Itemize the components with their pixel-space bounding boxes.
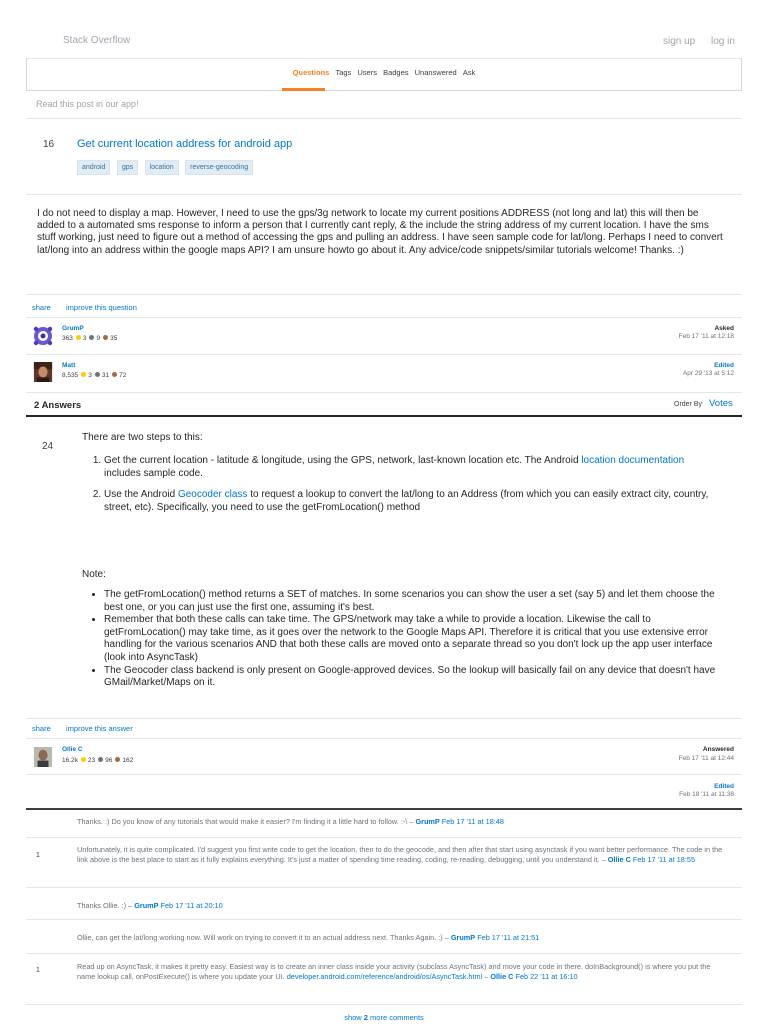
divider — [26, 953, 742, 954]
editor-name-link[interactable]: Matt — [62, 362, 76, 369]
divider — [26, 317, 742, 318]
location-documentation-link[interactable]: location documentation — [581, 455, 685, 466]
comment-dash: – — [482, 972, 491, 981]
answered-label: Answered — [702, 746, 734, 753]
bronze-count: 162 — [122, 757, 134, 764]
bronze-count: 72 — [119, 372, 127, 379]
comment-date-link[interactable]: Feb 17 '11 at 18:55 — [632, 855, 696, 864]
silver-count: 31 — [101, 372, 110, 379]
silver-count: 96 — [105, 757, 113, 764]
comment-user-link[interactable]: GrumP — [450, 933, 476, 942]
step-text: includes sample code. — [104, 468, 203, 479]
question-vote-count: 16 — [43, 139, 55, 150]
rep-score: 16.2k — [62, 757, 78, 764]
asked-time: Feb 17 '11 at 12:18 — [678, 333, 734, 340]
bronze-badge-icon — [112, 372, 117, 377]
identicon-avatar-icon[interactable] — [33, 326, 53, 346]
comment — [77, 817, 727, 827]
show-more-comments-link[interactable] — [0, 1013, 768, 1022]
site-name-link[interactable]: Stack Overflow — [63, 35, 131, 46]
log-in-link[interactable]: log in — [711, 36, 735, 47]
order-by-label: Order By — [674, 401, 703, 408]
answer-steps — [82, 454, 722, 522]
gold-badge-icon — [76, 335, 81, 340]
asker-name-link[interactable]: GrumP — [62, 325, 84, 332]
divider — [26, 1004, 742, 1005]
comment-user-link[interactable]: GrumP — [134, 901, 159, 910]
silver-badge-icon — [89, 335, 94, 340]
divider — [26, 837, 742, 838]
divider — [26, 294, 742, 295]
nav-ask[interactable]: Ask — [462, 68, 476, 77]
rep-score: 8,535 — [62, 372, 79, 379]
divider — [26, 718, 742, 719]
tag-location[interactable]: location — [145, 160, 179, 175]
list-item — [104, 488, 722, 514]
gold-badge-icon — [81, 757, 86, 762]
divider — [26, 354, 742, 355]
answer-edited-time: Feb 18 '11 at 11:38 — [679, 791, 734, 798]
comment-date-link[interactable]: Feb 22 '11 at 16:10 — [515, 972, 578, 981]
asynctask-docs-link[interactable]: developer.android.com/reference/android/os/AsyncTask.html — [286, 972, 483, 981]
comment-text: Thanks. :) Do you know of any tutorials that would make it easier? I'm finding it a little hard to follow. :-\ – — [77, 817, 416, 826]
comment — [77, 962, 727, 982]
edited-label[interactable]: Edited — [714, 362, 734, 369]
comment — [77, 845, 727, 865]
tag-reverse-geocoding[interactable]: reverse-geocoding — [185, 160, 253, 175]
comment-user-link[interactable]: GrumP — [415, 817, 440, 826]
comment-text: Thanks Ollie. :) – — [77, 901, 135, 910]
list-item: • The getFromLocation() method returns a SET of matches. In some scenarios you can show the user a set (say 5) and let them choose the best one, or you can just use the first one, assuming it's best. — [104, 589, 722, 614]
improve-answer-link[interactable]: improve this answer — [66, 724, 133, 733]
bronze-badge-icon — [103, 335, 108, 340]
step-text: to request a lookup to convert the lat/long to an Address (from which you can easily extract city, country, street, etc). Specifically, you need to use the getFromLocation() method — [104, 489, 709, 513]
tag-gps[interactable]: gps — [117, 160, 138, 175]
nav-badges[interactable]: Badges — [383, 68, 409, 77]
comment-user-link[interactable]: Ollie C — [607, 855, 631, 864]
asked-label: Asked — [714, 325, 734, 332]
nav-questions[interactable]: Questions — [292, 68, 330, 77]
comment-date-link[interactable]: Feb 17 '11 at 20:10 — [160, 901, 223, 910]
bronze-count: 35 — [110, 335, 118, 342]
list-item — [104, 454, 722, 480]
main-nav — [0, 68, 768, 77]
comment-text: Unfortunately, it is quite complicated. I'd suggest you first write code to get the location, then to do the geocode, and then after that start using asynctask if you want better performance. The code in the link above is the best place to start as it fully explains everything. It's just a matter of spending time reading, coding, re-reading, debugging, until you understand it. – — [77, 845, 723, 864]
divider — [26, 118, 742, 119]
gold-badge-icon — [81, 372, 86, 377]
comment-text: Read up on AsyncTask, it makes it pretty easy. Easiest way is to create an inner class inside your activity (subclass AsyncTask) and move your code in there. doInBackground() is where you put the name lookup call, onPostExecute() is where you update your UI. — [77, 962, 711, 981]
answerer-reputation — [62, 757, 133, 764]
answers-count: 2 Answers — [34, 400, 82, 411]
answers-divider — [26, 415, 742, 417]
answer-notes — [82, 589, 722, 690]
nav-tags[interactable]: Tags — [335, 68, 352, 77]
silver-badge-icon — [98, 757, 103, 762]
answered-time: Feb 17 '11 at 12:44 — [678, 755, 734, 762]
gold-count: 3 — [88, 372, 92, 379]
nav-unanswered[interactable]: Unanswered — [414, 68, 457, 77]
divider — [26, 738, 742, 739]
comment-user-link[interactable]: Ollie C — [490, 972, 514, 981]
divider — [26, 919, 742, 920]
photo-avatar-icon[interactable] — [33, 362, 53, 382]
rep-score: 363 — [62, 335, 73, 342]
show-more-count: 2 — [363, 1013, 368, 1022]
geocoder-class-link[interactable]: Geocoder class — [177, 489, 248, 500]
editor-reputation — [62, 372, 126, 379]
divider — [26, 392, 742, 393]
tag-list — [77, 156, 255, 175]
list-item: • The Geocoder class backend is only present on Google-approved devices. So the lookup will basically fail on any device that doesn't have GMail/Market/Maps on it. — [104, 665, 722, 690]
divider — [26, 887, 742, 888]
sign-up-link[interactable]: sign up — [663, 36, 696, 47]
nav-active-indicator — [282, 88, 325, 91]
step-text: Use the Android — [104, 489, 178, 500]
question-body: I do not need to display a map. However, I need to use the gps/3g network to locate my current positions ADDRESS (not long and lat) this will then be added to a automated sms response to inform a person that I currently cant reply, & the include the string address of my current location. I have the sms stuff working, just need to figure out a method of accessing the gps and pulling an address. I have seen sample code for lat/long. Perhaps I need to convert lat/long into an address within the google maps API? I am unsure howto go about it. Any advice/code snippets/similar tutorials welcome! Thanks. :) — [37, 208, 723, 256]
silver-count: 9 — [96, 335, 101, 342]
answerer-name-link[interactable]: Ollie C — [62, 746, 83, 753]
silver-badge-icon — [95, 372, 100, 377]
share-answer-link[interactable]: share — [32, 724, 51, 733]
list-item: • Remember that both these calls can take time. The GPS/network may take a while to provide a location. Likewise the call to getFromLocation() may take time, as it goes over the network to the Google Maps API. Therefore it is critical that you use extensive error handling for the various scenarios AND that both these calls are moved onto a separate thread so you don't lock up the app user interface (look into AsyncTask) — [104, 614, 722, 664]
comment — [77, 901, 727, 911]
comment-date-link[interactable]: Feb 17 '11 at 18:48 — [441, 817, 504, 826]
share-question-link[interactable]: share — [32, 303, 51, 312]
bronze-badge-icon — [115, 757, 120, 762]
show-more-prefix: show — [344, 1013, 364, 1022]
gold-count: 3 — [82, 335, 87, 342]
comment-text: Ollie, can get the lat/long working now. Will work on trying to convert it to an actual address next. Thanks Again. :) – — [77, 933, 451, 942]
divider — [26, 194, 742, 195]
edited-time: Apr 29 '13 at 5:12 — [682, 370, 734, 377]
top-bar — [0, 0, 768, 60]
step-text: Get the current location - latitude & longitude, using the GPS, network, last-known location etc. The Android — [104, 455, 582, 466]
nav-users[interactable]: Users — [357, 68, 377, 77]
answer-vote-count: 24 — [42, 441, 54, 452]
answer-note-label: Note: — [82, 569, 106, 580]
gold-count: 23 — [87, 757, 96, 764]
app-promo-link[interactable]: Read this post in our app! — [36, 99, 139, 109]
comments-divider — [26, 808, 742, 810]
order-by-votes-link[interactable]: Votes — [709, 398, 733, 409]
show-more-suffix: more comments — [367, 1013, 424, 1022]
comment-score: 1 — [36, 852, 40, 859]
comment-score: 1 — [36, 967, 40, 974]
answer-edited-label[interactable]: Edited — [714, 783, 734, 790]
tag-android[interactable]: android — [77, 160, 110, 175]
comment-date-link[interactable]: Feb 17 '11 at 21:51 — [477, 933, 540, 942]
improve-question-link[interactable]: improve this question — [66, 303, 137, 312]
photo-avatar-icon[interactable] — [33, 747, 53, 767]
answer-intro: There are two steps to this: — [82, 432, 203, 443]
question-title-link[interactable]: Get current location address for android app — [77, 138, 293, 150]
comment — [77, 933, 727, 943]
divider — [26, 774, 742, 775]
asker-reputation — [62, 335, 117, 342]
